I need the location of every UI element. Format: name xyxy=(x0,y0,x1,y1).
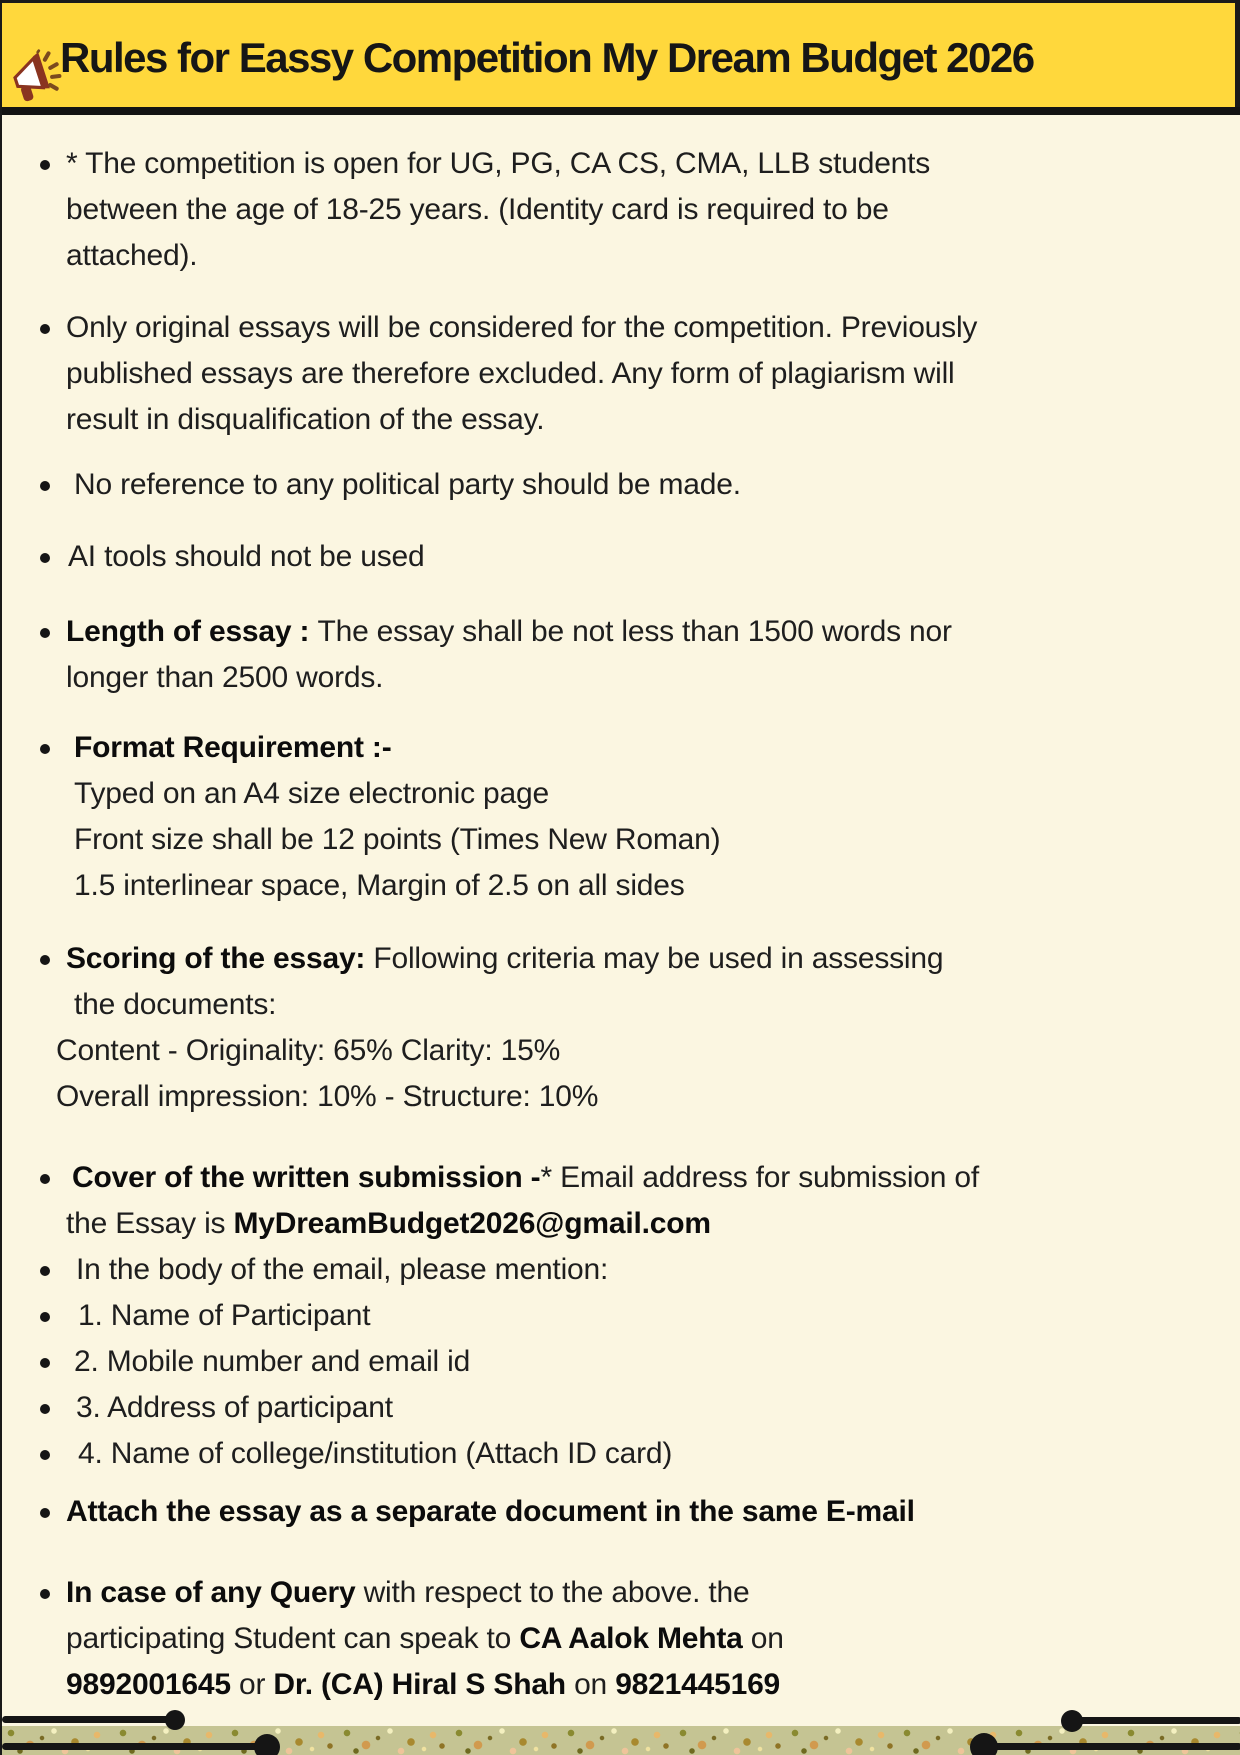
rule-text xyxy=(66,1339,470,1385)
rule-text xyxy=(56,936,944,1120)
rule-line: Typed on an A4 size electronic page xyxy=(74,777,549,810)
decor-line-bottom-left xyxy=(2,1743,271,1750)
rule-item xyxy=(40,462,1200,508)
bullet-dot xyxy=(40,1508,50,1518)
rule-text xyxy=(66,462,741,508)
rule-line: result in disqualification of the essay. xyxy=(66,403,545,436)
rule-item xyxy=(40,609,1200,701)
rule-item xyxy=(40,1339,1200,1385)
rule-line: between the age of 18-25 years. (Identity card is required to be xyxy=(66,193,889,226)
rule-item xyxy=(40,1385,1200,1431)
rule-line: In the body of the email, please mention: xyxy=(76,1253,609,1286)
bullet-dot xyxy=(40,1266,50,1276)
rule-item xyxy=(40,1431,1200,1477)
rule-text xyxy=(66,1293,370,1339)
rule-item xyxy=(40,1570,1200,1708)
rule-line: the Essay is MyDreamBudget2026@gmail.com xyxy=(66,1207,711,1240)
rule-item xyxy=(40,141,1200,279)
rule-line: participating Student can speak to CA Aalok Mehta on xyxy=(66,1622,784,1655)
poster-title: Rules for Eassy Competition My Dream Budget 2026 xyxy=(60,34,1034,81)
decor-line-bottom-right xyxy=(979,1743,1240,1750)
rule-text xyxy=(66,1489,915,1535)
rule-line: Front size shall be 12 points (Times New Roman) xyxy=(74,823,721,856)
rule-line: longer than 2500 words. xyxy=(66,661,384,694)
rule-line: Content - Originality: 65% Clarity: 15% xyxy=(56,1034,561,1067)
rule-text xyxy=(66,1385,393,1431)
bullet-dot xyxy=(40,1450,50,1460)
poster-header xyxy=(2,0,1240,107)
rule-line: 1.5 interlinear space, Margin of 2.5 on all sides xyxy=(74,869,685,902)
rule-line: No reference to any political party should be made. xyxy=(74,468,741,501)
rule-line: the documents: xyxy=(74,988,277,1021)
rule-line: Scoring of the essay: Following criteria may be used in assessing xyxy=(66,942,944,975)
bullet-dot xyxy=(40,955,50,965)
rule-line: attached). xyxy=(66,239,198,272)
bullet-dot xyxy=(40,553,50,563)
rule-line: Length of essay : The essay shall be not less than 1500 words nor xyxy=(66,615,952,648)
bullet-dot xyxy=(40,628,50,638)
rule-item xyxy=(40,1247,1200,1293)
bullet-dot xyxy=(40,481,50,491)
rule-text xyxy=(66,1155,979,1247)
glitter-band xyxy=(2,1726,1240,1755)
rule-item xyxy=(40,725,1200,909)
rule-line: * The competition is open for UG, PG, CA CS, CMA, LLB students xyxy=(66,147,931,180)
rule-text xyxy=(66,1247,608,1293)
bullet-dot xyxy=(40,160,50,170)
rule-text xyxy=(66,609,952,701)
rule-line: 9892001645 or Dr. (CA) Hiral S Shah on 9821445169 xyxy=(66,1668,781,1701)
rule-line: Attach the essay as a separate document in the same E-mail xyxy=(66,1495,915,1528)
rule-item xyxy=(40,1489,1200,1535)
bullet-dot xyxy=(40,1589,50,1599)
rule-line: Only original essays will be considered for the competition. Previously xyxy=(66,311,978,344)
rule-line: 3. Address of participant xyxy=(76,1391,393,1424)
rules-list xyxy=(2,141,1240,1708)
rule-line: AI tools should not be used xyxy=(68,540,425,573)
rule-item xyxy=(40,1293,1200,1339)
rule-text xyxy=(66,1570,784,1708)
bullet-dot xyxy=(40,1404,50,1414)
rule-item xyxy=(40,936,1200,1120)
rule-item xyxy=(40,305,1200,443)
rule-text xyxy=(66,305,977,443)
rule-item xyxy=(40,534,1200,580)
rule-line: Cover of the written submission -* Email address for submission of xyxy=(72,1161,980,1194)
rule-item xyxy=(40,1155,1200,1247)
rule-text xyxy=(66,534,425,580)
rule-line: 4. Name of college/institution (Attach ID card) xyxy=(78,1437,673,1470)
bullet-dot xyxy=(40,1312,50,1322)
bullet-dot xyxy=(40,324,50,334)
rule-line: Overall impression: 10% - Structure: 10% xyxy=(56,1080,599,1113)
rule-line: published essays are therefore excluded. Any form of plagiarism will xyxy=(66,357,955,390)
rule-line: In case of any Query with respect to the above. the xyxy=(66,1576,750,1609)
rule-text xyxy=(66,725,720,909)
rule-text xyxy=(66,141,930,279)
bullet-dot xyxy=(40,1174,50,1184)
bullet-dot xyxy=(40,1358,50,1368)
rule-line: Format Requirement :- xyxy=(74,731,392,764)
bullet-dot xyxy=(40,744,50,754)
rule-line: 1. Name of Participant xyxy=(78,1299,371,1332)
decor-line-top-right xyxy=(1070,1717,1240,1724)
rule-line: 2. Mobile number and email id xyxy=(74,1345,471,1378)
rule-text xyxy=(66,1431,672,1477)
megaphone-icon xyxy=(5,47,63,105)
header-divider xyxy=(2,107,1240,115)
decor-line-top-left xyxy=(2,1716,176,1723)
